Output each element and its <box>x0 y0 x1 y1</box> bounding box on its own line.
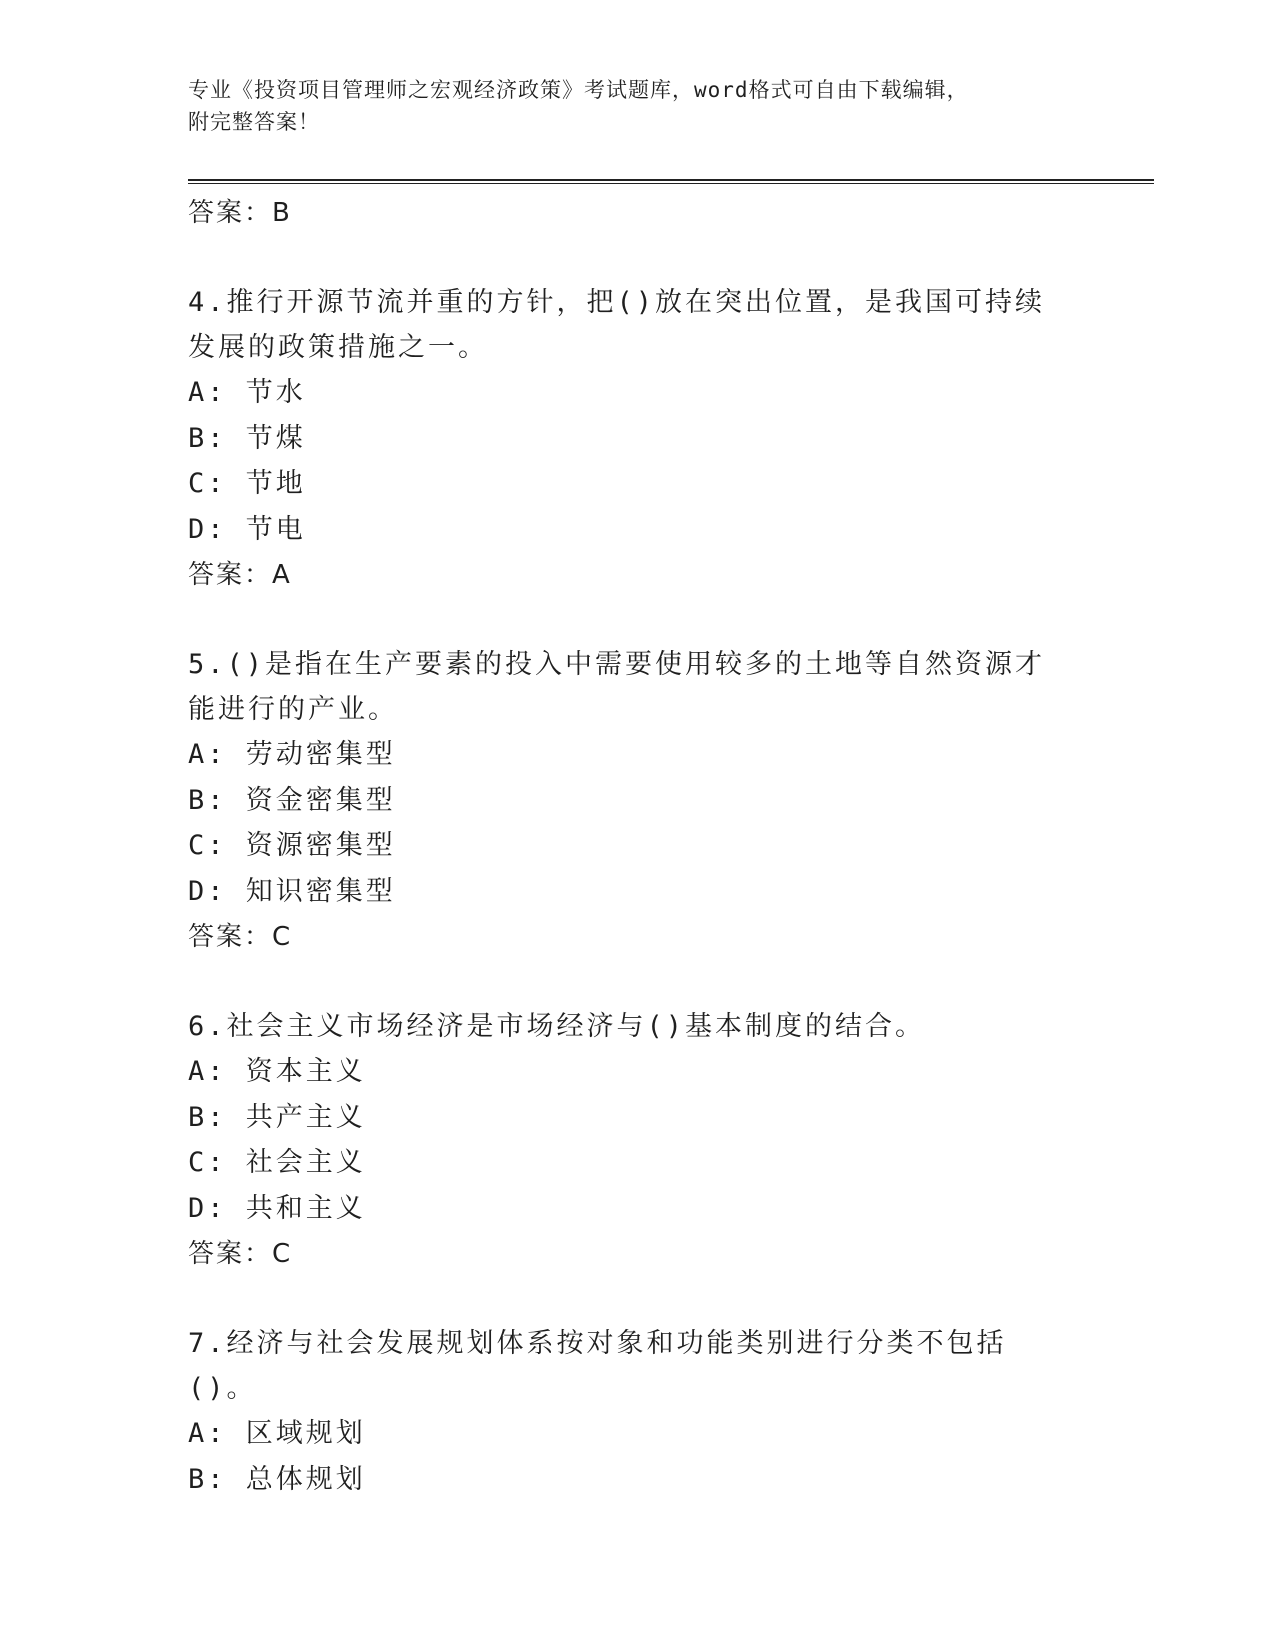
option-c: C: 节地 <box>188 468 306 499</box>
answer-line: 答案：B <box>188 198 292 228</box>
option-b: B: 节煤 <box>188 422 306 454</box>
answer-line: 答案：A <box>188 560 292 590</box>
document-header <box>188 74 1088 138</box>
header-divider <box>188 179 1154 184</box>
question-text: 7.经济与社会发展规划体系按对象和功能类别进行分类不包括()。 <box>188 1328 1007 1404</box>
option-c: C: 社会主义 <box>188 1147 366 1178</box>
option-a: A: 劳动密集型 <box>188 739 396 770</box>
question-6 <box>188 1004 1068 1277</box>
header-line-1: 专业《投资项目管理师之宏观经济政策》考试题库，word格式可自由下载编辑， <box>188 78 969 102</box>
option-c: C: 资源密集型 <box>188 830 396 861</box>
option-d: D: 共和主义 <box>188 1192 366 1224</box>
option-d: D: 节电 <box>188 513 306 545</box>
option-b: B: 资金密集型 <box>188 784 396 816</box>
option-a: A: 节水 <box>188 377 306 408</box>
question-text: 6.社会主义市场经济是市场经济与()基本制度的结合。 <box>188 1011 926 1042</box>
option-a: A: 区域规划 <box>188 1418 366 1449</box>
answer-line: 答案：C <box>188 1239 293 1269</box>
answer-line: 答案：C <box>188 922 293 952</box>
question-text: 4.推行开源节流并重的方针，把()放在突出位置，是我国可持续发展的政策措施之一。 <box>188 287 1046 363</box>
option-b: B: 总体规划 <box>188 1463 366 1495</box>
option-d: D: 知识密集型 <box>188 875 396 907</box>
question-4 <box>188 280 1068 598</box>
question-5 <box>188 642 1068 960</box>
question-list <box>188 190 1068 1502</box>
header-line-2: 附完整答案！ <box>188 110 320 134</box>
question-7 <box>188 1321 1068 1502</box>
option-b: B: 共产主义 <box>188 1101 366 1133</box>
question-text: 5.()是指在生产要素的投入中需要使用较多的土地等自然资源才能进行的产业。 <box>188 649 1046 725</box>
option-a: A: 资本主义 <box>188 1056 366 1087</box>
